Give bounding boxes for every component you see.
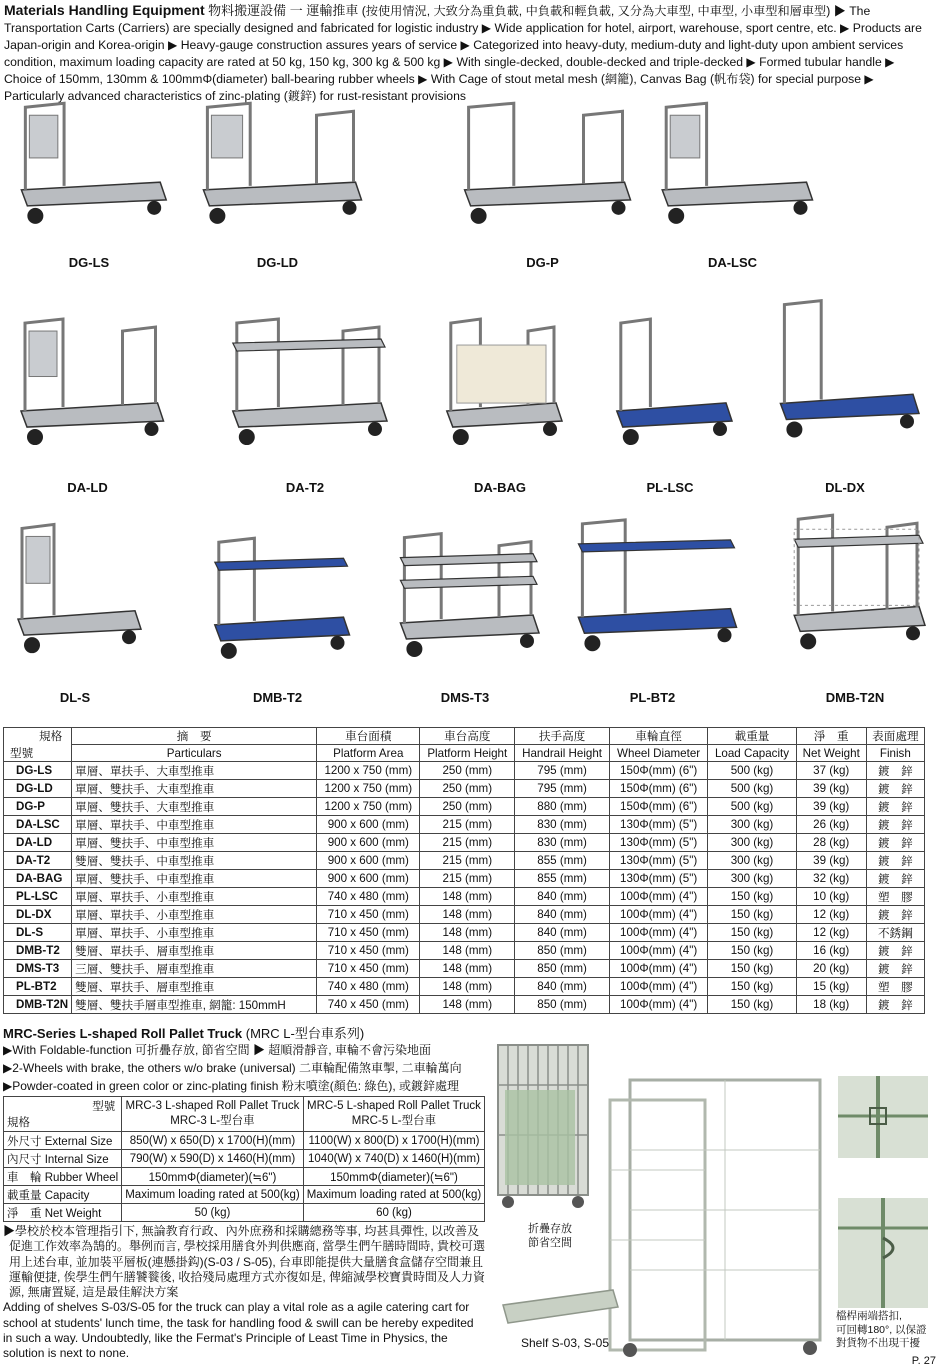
header-handrail-height-en: Handrail Height	[515, 745, 610, 762]
table-row	[4, 870, 925, 888]
spec-cell: 100Φ(mm) (4")	[609, 996, 707, 1014]
product-card	[0, 515, 150, 705]
product-card	[195, 530, 360, 705]
spec-cell: 100Φ(mm) (4")	[609, 978, 707, 996]
model-cell: DMB-T2	[4, 942, 72, 960]
spec-cell: 雙層、雙扶手層車型推車, 網籠: 150mmH	[72, 996, 317, 1014]
page-subtitle-zh: (按使用情況, 大致分為重負載, 中負載和輕負載, 又分為大車型, 中車型, 小車型和層車型)	[361, 4, 831, 18]
product-label: DA-LSC	[707, 255, 758, 270]
spec-cell: 單層、單扶手、小車型推車	[72, 888, 317, 906]
spec-cell: 855 (mm)	[515, 870, 610, 888]
mrc-spec-label: 車 輪 Rubber Wheel	[4, 1168, 122, 1186]
spec-cell: 215 (mm)	[420, 852, 515, 870]
table-row	[4, 1150, 485, 1168]
mrc-spec-cell: 150mmΦ(diameter)(≒6")	[303, 1168, 485, 1186]
spec-cell: 855 (mm)	[515, 852, 610, 870]
latch-caption-line: 可回轉180°, 以保證	[836, 1323, 927, 1336]
spec-cell: 10 (kg)	[796, 888, 866, 906]
product-label: DG-LS	[68, 255, 110, 270]
spec-cell: 148 (mm)	[420, 906, 515, 924]
spec-cell: 100Φ(mm) (4")	[609, 960, 707, 978]
spec-cell: 100Φ(mm) (4")	[609, 924, 707, 942]
spec-cell: 150Φ(mm) (6")	[609, 798, 707, 816]
spec-cell: 215 (mm)	[420, 816, 515, 834]
model-cell: DA-BAG	[4, 870, 72, 888]
product-card	[180, 95, 375, 270]
mrc-spec-cell: 150mmΦ(diameter)(≒6")	[122, 1168, 304, 1186]
cart-image	[440, 95, 645, 248]
model-cell: DG-LS	[4, 762, 72, 780]
table-row	[4, 816, 925, 834]
model-cell: PL-BT2	[4, 978, 72, 996]
spec-cell: 300 (kg)	[708, 870, 796, 888]
spec-cell: 28 (kg)	[796, 834, 866, 852]
product-label: PL-BT2	[629, 690, 676, 705]
header-net-weight: 淨 重	[796, 728, 866, 745]
mrc-spec-label: 內尺寸 Internal Size	[4, 1150, 122, 1168]
spec-cell: 850 (mm)	[515, 942, 610, 960]
spec-cell: 16 (kg)	[796, 942, 866, 960]
spec-cell: 鍍 鋅	[866, 942, 924, 960]
product-card	[760, 290, 930, 495]
header-load-capacity-en: Load Capacity	[708, 745, 796, 762]
fold-caption-line: 節省空間	[528, 1237, 572, 1249]
cart-image	[0, 310, 175, 473]
spec-cell: 830 (mm)	[515, 834, 610, 852]
spec-cell: 39 (kg)	[796, 780, 866, 798]
spec-cell: 37 (kg)	[796, 762, 866, 780]
spec-cell: 130Φ(mm) (5")	[609, 816, 707, 834]
spec-cell: 900 x 600 (mm)	[317, 852, 420, 870]
spec-cell: 500 (kg)	[708, 798, 796, 816]
spec-cell: 900 x 600 (mm)	[317, 834, 420, 852]
latch-detail-image-2	[838, 1198, 928, 1308]
header-load-capacity: 載重量	[708, 728, 796, 745]
model-cell: DMB-T2N	[4, 996, 72, 1014]
cart-image	[760, 290, 930, 473]
spec-cell: 150 (kg)	[708, 978, 796, 996]
header-platform-height-en: Platform Height	[420, 745, 515, 762]
table-row	[4, 1186, 485, 1204]
spec-cell: 1200 x 750 (mm)	[317, 780, 420, 798]
spec-cell: 740 x 480 (mm)	[317, 888, 420, 906]
table-row	[4, 834, 925, 852]
product-label: DA-T2	[285, 480, 325, 495]
table-row	[4, 762, 925, 780]
table-row	[4, 798, 925, 816]
spec-cell: 710 x 450 (mm)	[317, 960, 420, 978]
spec-cell: 單層、雙扶手、大車型推車	[72, 798, 317, 816]
mrc-title	[3, 1023, 364, 1042]
spec-cell: 150Φ(mm) (6")	[609, 780, 707, 798]
mrc-feature: ▶With Foldable-function 可折疊存放, 節省空間 ▶ 超順滑靜音, 車輪不會污染地面	[3, 1043, 431, 1057]
spec-cell: 單層、雙扶手、中車型推車	[72, 834, 317, 852]
spec-table	[3, 727, 925, 1014]
mrc-spec-label: 外尺寸 External Size	[4, 1132, 122, 1150]
spec-cell: 鍍 鋅	[866, 780, 924, 798]
spec-cell: 1200 x 750 (mm)	[317, 762, 420, 780]
spec-cell: 20 (kg)	[796, 960, 866, 978]
spec-cell: 300 (kg)	[708, 834, 796, 852]
spec-table-body	[4, 762, 925, 1014]
spec-cell: 單層、雙扶手、中車型推車	[72, 870, 317, 888]
spec-cell: 250 (mm)	[420, 798, 515, 816]
mrc-spec-cell: 50 (kg)	[122, 1204, 304, 1222]
mrc-spec-cell: 1040(W) x 740(D) x 1460(H)(mm)	[303, 1150, 485, 1168]
header-net-weight-en: Net Weight	[796, 745, 866, 762]
table-row	[4, 942, 925, 960]
shelf-caption: Shelf S-03, S-05	[520, 1336, 610, 1350]
spec-cell: 795 (mm)	[515, 762, 610, 780]
mrc-corner-top: 型號	[92, 1101, 116, 1113]
product-card	[0, 310, 175, 495]
spec-cell: 830 (mm)	[515, 816, 610, 834]
fold-caption	[510, 1222, 590, 1250]
folded-truck-image	[493, 1040, 593, 1210]
spec-cell: 250 (mm)	[420, 762, 515, 780]
mrc3-header	[122, 1097, 304, 1132]
spec-cell: 150 (kg)	[708, 888, 796, 906]
spec-cell: 710 x 450 (mm)	[317, 906, 420, 924]
table-row	[4, 852, 925, 870]
mrc-spec-cell: Maximum loading rated at 500(kg)	[122, 1186, 304, 1204]
spec-cell: 15 (kg)	[796, 978, 866, 996]
corner-top-label: 規格	[38, 730, 63, 743]
spec-cell: 鍍 鋅	[866, 762, 924, 780]
spec-cell: 710 x 450 (mm)	[317, 942, 420, 960]
spec-cell: 39 (kg)	[796, 852, 866, 870]
spec-cell: 150Φ(mm) (6")	[609, 762, 707, 780]
spec-cell: 795 (mm)	[515, 780, 610, 798]
spec-cell: 148 (mm)	[420, 960, 515, 978]
table-row	[4, 960, 925, 978]
table-row	[4, 1204, 485, 1222]
table-row	[4, 780, 925, 798]
spec-cell: 880 (mm)	[515, 798, 610, 816]
mrc-description-en: Adding of shelves S-03/S-05 for the truck can play a vital role as a agile catering cart for school at students' lunch time, the task for handling food & swill can be hereby expedited in such a way. Undoubtedly, like the Fermat's Principle of Least Time in Physics, the solution is next to none.	[3, 1300, 474, 1361]
spec-cell: 840 (mm)	[515, 906, 610, 924]
spec-cell: 1200 x 750 (mm)	[317, 798, 420, 816]
product-card	[555, 510, 750, 705]
product-card	[775, 505, 935, 705]
spec-cell: 26 (kg)	[796, 816, 866, 834]
product-card	[600, 310, 740, 495]
mrc-spec-label: 淨 重 Net Weight	[4, 1204, 122, 1222]
spec-cell: 148 (mm)	[420, 942, 515, 960]
mrc-spec-cell: 60 (kg)	[303, 1204, 485, 1222]
header-handrail-height: 扶手高度	[515, 728, 610, 745]
spec-cell: 250 (mm)	[420, 780, 515, 798]
header-platform-area: 車台面積	[317, 728, 420, 745]
spec-cell: 單層、雙扶手、大車型推車	[72, 780, 317, 798]
model-cell: DG-P	[4, 798, 72, 816]
header-finish-en: Finish	[866, 745, 924, 762]
model-cell: DG-LD	[4, 780, 72, 798]
product-card	[430, 310, 570, 495]
mrc3-header-zh: MRC-3 L-型台車	[170, 1115, 255, 1127]
model-cell: DA-T2	[4, 852, 72, 870]
cart-image	[195, 530, 360, 683]
table-row	[4, 1168, 485, 1186]
product-card	[380, 525, 550, 705]
spec-cell: 鍍 鋅	[866, 816, 924, 834]
model-cell: PL-LSC	[4, 888, 72, 906]
spec-cell: 雙層、單扶手、層車型推車	[72, 942, 317, 960]
spec-cell: 150 (kg)	[708, 960, 796, 978]
product-label: DMB-T2	[252, 690, 303, 705]
intro-text: ▶ The Transportation Carts (Carriers) are specially designed and fabricated for logistic industry ▶ Wide application for hotel, airport, warehouse, sport centre, etc. ▶ Products are Japan-origin and Korea-origin ▶ Heavy-gauge construction assures years of service ▶ Categorized into heavy-duty, medium-duty and light-duty upon ambient services condition, maximum loading capacity are rated at 50 kg, 150 kg, 300 kg & 500 kg ▶ With single-decked, double-decked and triple-decked ▶ Formed tubular handle ▶ Choice of 150mm, 130mm & 100mmΦ(diameter) ball-bearing rubber wheels ▶ With Cage of stout metal mesh (網籠), Canvas Bag (帆布袋) for special purpose ▶ Particularly advanced characteristics of zinc-plating (鍍鋅) for rust-resistant provisions	[4, 4, 922, 103]
spec-cell: 18 (kg)	[796, 996, 866, 1014]
model-cell: DMS-T3	[4, 960, 72, 978]
product-label: DG-P	[526, 255, 559, 270]
spec-corner-cell	[4, 728, 72, 762]
mrc-feature: ▶2-Wheels with brake, the others w/o brake (universal) 二車輪配備煞車掣, 二車輪萬向	[3, 1061, 462, 1075]
table-row	[4, 906, 925, 924]
spec-cell: 12 (kg)	[796, 924, 866, 942]
mrc-spec-cell: 790(W) x 590(D) x 1460(H)(mm)	[122, 1150, 304, 1168]
spec-cell: 740 x 480 (mm)	[317, 978, 420, 996]
spec-cell: 840 (mm)	[515, 888, 610, 906]
page-title: Materials Handling Equipment	[4, 2, 205, 18]
header	[4, 2, 934, 105]
spec-cell: 不銹鋼	[866, 924, 924, 942]
spec-cell: 500 (kg)	[708, 780, 796, 798]
spec-cell: 鍍 鋅	[866, 996, 924, 1014]
table-row	[4, 888, 925, 906]
mrc-title-zh: (MRC L-型台車系列)	[245, 1026, 365, 1041]
spec-cell: 215 (mm)	[420, 870, 515, 888]
mrc-features	[3, 1041, 493, 1095]
spec-cell: 鍍 鋅	[866, 852, 924, 870]
spec-cell: 130Φ(mm) (5")	[609, 834, 707, 852]
mrc5-header-zh: MRC-5 L-型台車	[351, 1115, 437, 1127]
table-row	[4, 924, 925, 942]
product-card	[0, 95, 178, 270]
model-cell: DA-LSC	[4, 816, 72, 834]
fold-caption-line: 折疊存放	[528, 1223, 572, 1235]
shelf-image	[493, 1285, 623, 1325]
spec-cell: 三層、雙扶手、層車型推車	[72, 960, 317, 978]
model-cell: DA-LD	[4, 834, 72, 852]
model-cell: DL-S	[4, 924, 72, 942]
spec-cell: 148 (mm)	[420, 978, 515, 996]
product-label: DL-S	[59, 690, 91, 705]
mrc-spec-cell: Maximum loading rated at 500(kg)	[303, 1186, 485, 1204]
spec-cell: 12 (kg)	[796, 906, 866, 924]
spec-cell: 215 (mm)	[420, 834, 515, 852]
latch-caption	[836, 1310, 940, 1351]
product-card	[640, 95, 825, 270]
spec-cell: 塑 膠	[866, 978, 924, 996]
table-row	[4, 1132, 485, 1150]
mrc-spec-cell: 1100(W) x 800(D) x 1700(H)(mm)	[303, 1132, 485, 1150]
cart-image	[210, 310, 400, 473]
spec-cell: 雙層、雙扶手、中車型推車	[72, 852, 317, 870]
table-row	[4, 996, 925, 1014]
cart-image	[600, 310, 740, 473]
product-card	[210, 310, 400, 495]
mrc-description-zh: ▶學校於校本管理指引下, 無論教育行政、內外庶務和採購總務等事, 均甚具彈性, 以改善及促進工作效率為鵠的。舉例而言, 學校採用膳食外判供應商, 當學生們午膳時間時, 貴校可選用上述台車, 並加裝平層板(連懸掛鈎)(S-03 / S-05), 台車即能提供大量膳食盒儲存空間兼且運輸便捷, 俟學生們午膳饕餮後, 收拾殘局處理方式亦復如是, 俾縮減學校寶貴時間及人力資源, 無庸置疑, 這是最佳解決方案	[3, 1224, 486, 1300]
spec-cell: 740 x 450 (mm)	[317, 996, 420, 1014]
spec-cell: 鍍 鋅	[866, 870, 924, 888]
spec-cell: 150 (kg)	[708, 906, 796, 924]
product-label: DL-DX	[825, 480, 865, 495]
product-card	[440, 95, 645, 270]
spec-cell: 150 (kg)	[708, 924, 796, 942]
cart-image	[0, 515, 150, 683]
mrc-spec-table	[3, 1096, 485, 1222]
spec-cell: 鍍 鋅	[866, 834, 924, 852]
spec-cell: 單層、單扶手、小車型推車	[72, 906, 317, 924]
spec-cell: 塑 膠	[866, 888, 924, 906]
mrc-feature: ▶Powder-coated in green color or zinc-plating finish 粉末噴塗(顏色: 綠色), 或鍍鋅處理	[3, 1079, 460, 1093]
spec-cell: 130Φ(mm) (5")	[609, 870, 707, 888]
spec-cell: 雙層、單扶手、層車型推車	[72, 978, 317, 996]
spec-cell: 850 (mm)	[515, 960, 610, 978]
spec-cell: 100Φ(mm) (4")	[609, 906, 707, 924]
latch-caption-line: 檔桿兩端搭扣,	[836, 1310, 902, 1322]
cart-image	[555, 510, 750, 683]
spec-cell: 500 (kg)	[708, 762, 796, 780]
mrc-spec-label: 載重量 Capacity	[4, 1186, 122, 1204]
spec-cell: 100Φ(mm) (4")	[609, 888, 707, 906]
corner-bottom-label: 型號	[10, 747, 34, 760]
cart-image	[380, 525, 550, 683]
spec-cell: 710 x 450 (mm)	[317, 924, 420, 942]
header-platform-height: 車台高度	[420, 728, 515, 745]
spec-cell: 300 (kg)	[708, 852, 796, 870]
cart-image	[640, 95, 825, 248]
mrc-corner-cell	[4, 1097, 122, 1132]
model-cell: DL-DX	[4, 906, 72, 924]
spec-cell: 900 x 600 (mm)	[317, 816, 420, 834]
mrc-table-body	[4, 1132, 485, 1222]
cart-image	[775, 505, 935, 683]
page-number: P. 27	[911, 1355, 936, 1367]
spec-cell: 148 (mm)	[420, 996, 515, 1014]
latch-detail-image-1	[838, 1076, 928, 1158]
mrc-title-en: MRC-Series L-shaped Roll Pallet Truck	[3, 1026, 243, 1041]
cart-image	[430, 310, 570, 473]
cart-image	[0, 95, 178, 248]
mrc-spec-cell: 850(W) x 650(D) x 1700(H)(mm)	[122, 1132, 304, 1150]
header-wheel-diameter-en: Wheel Diameter	[609, 745, 707, 762]
latch-caption-line: 對貨物不出現干擾	[836, 1337, 920, 1349]
mrc-truck-image	[600, 1060, 830, 1360]
spec-cell: 840 (mm)	[515, 978, 610, 996]
spec-cell: 鍍 鋅	[866, 798, 924, 816]
spec-cell: 鍍 鋅	[866, 906, 924, 924]
spec-cell: 840 (mm)	[515, 924, 610, 942]
product-label: PL-LSC	[646, 480, 694, 495]
mrc-description	[3, 1224, 485, 1362]
spec-cell: 單層、單扶手、小車型推車	[72, 924, 317, 942]
cart-image	[180, 95, 375, 248]
header-particulars-en: Particulars	[72, 745, 317, 762]
mrc5-header-en: MRC-5 L-shaped Roll Pallet Truck	[307, 1100, 481, 1112]
mrc-corner-bottom: 規格	[7, 1117, 30, 1129]
header-finish: 表面處理	[866, 728, 924, 745]
mrc3-header-en: MRC-3 L-shaped Roll Pallet Truck	[125, 1100, 300, 1112]
spec-cell: 150 (kg)	[708, 942, 796, 960]
page-title-zh: 物料搬運設備 一 運輸推車	[208, 3, 359, 18]
header-particulars: 摘 要	[72, 728, 317, 745]
product-label: DA-BAG	[474, 480, 526, 495]
spec-cell: 148 (mm)	[420, 888, 515, 906]
spec-cell: 單層、單扶手、中車型推車	[72, 816, 317, 834]
spec-cell: 39 (kg)	[796, 798, 866, 816]
header-platform-area-en: Platform Area	[317, 745, 420, 762]
spec-cell: 150 (kg)	[708, 996, 796, 1014]
spec-cell: 900 x 600 (mm)	[317, 870, 420, 888]
table-row	[4, 978, 925, 996]
spec-cell: 300 (kg)	[708, 816, 796, 834]
product-label: DMB-T2N	[825, 690, 885, 705]
header-wheel-diameter: 車輪直徑	[609, 728, 707, 745]
spec-cell: 850 (mm)	[515, 996, 610, 1014]
product-label: DMS-T3	[440, 690, 490, 705]
spec-cell: 100Φ(mm) (4")	[609, 942, 707, 960]
mrc5-header	[303, 1097, 485, 1132]
spec-cell: 單層、單扶手、大車型推車	[72, 762, 317, 780]
spec-cell: 鍍 鋅	[866, 960, 924, 978]
product-label: DA-LD	[67, 480, 108, 495]
spec-cell: 32 (kg)	[796, 870, 866, 888]
product-label: DG-LD	[256, 255, 299, 270]
spec-cell: 130Φ(mm) (5")	[609, 852, 707, 870]
spec-cell: 148 (mm)	[420, 924, 515, 942]
